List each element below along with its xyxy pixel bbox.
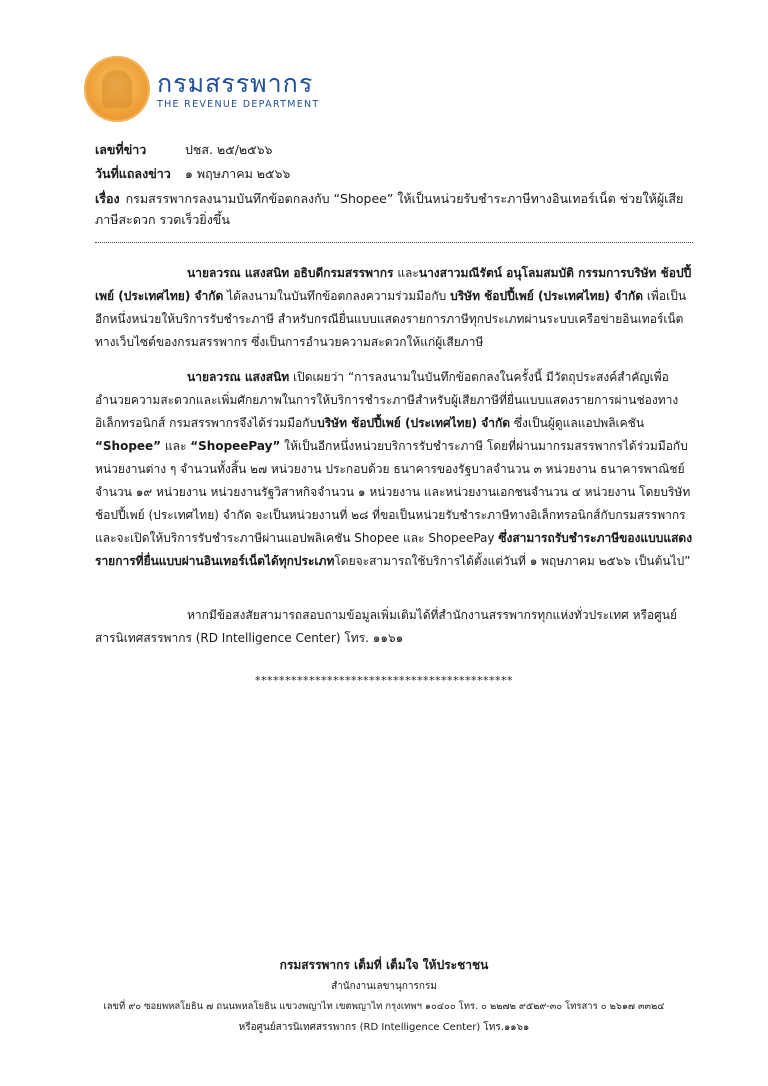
p1-bold-3: บริษัท ช้อปปี้เพย์ (ประเทศไทย) จำกัด	[450, 289, 644, 303]
news-number-value: ปชส. ๒๕/๒๕๖๖	[185, 142, 273, 157]
p2-text-1: เปิดเผยว่า “การลงนามในบันทึกข้อตกลงในครั้งนี้ มีวัตถุประสงค์สำคัญเพื่ออำนวยความสะดวกและเพิ่มศักยภาพในการให้บริการชำระภาษีสำหรับผู้เสียภาษีที่ยื่นแบบแสดงรายการผ่านช่องทางอิเล็กทรอนิกส์ กรมสรรพากรจึงได้ร่วมมือกับ	[95, 370, 679, 430]
revenue-department-seal-icon	[84, 56, 150, 122]
p1-bold-2: นางสาวมณีรัตน์ อนุโลมสมบัติ กรรมการบริษัท ช้อปปี้เพย์ (ประเทศไทย) จำกัด	[95, 266, 692, 303]
subject	[95, 188, 700, 230]
paragraph-1	[95, 262, 700, 354]
subject-text: กรมสรรพากรลงนามบันทึกข้อตกลงกับ “Shopee” ให้เป็นหน่วยรับชำระภาษีทางอินเทอร์เน็ต ช่วยให้ผู้เสียภาษีสะดวก รวดเร็วยิ่งขึ้น	[95, 191, 684, 227]
p1-text-1: และ	[393, 266, 419, 280]
p2-bold-3: “Shopee”	[95, 439, 162, 453]
news-number-row	[95, 140, 273, 160]
p1-text-3: เพื่อเป็นอีกหนึ่งหน่วยให้บริการรับชำระภาษี สำหรับกรณียื่นแบบแสดงรายการภาษีทุกประเภทผ่านระบบเครือข่ายอินเทอร์เน็ตทางเว็บไซต์ของกรมสรรพากร ซึ่งเป็นการอำนวยความสะดวกให้แก่ผู้เสียภาษี	[95, 289, 687, 349]
p2-bold-5: ซึ่งสามารถรับชำระภาษีของแบบแสดงรายการที่ยื่นแบบผ่านอินเทอร์เน็ตได้ทุกประเภท	[95, 531, 693, 568]
brand-name-th: กรมสรรพากร	[157, 69, 314, 98]
p1-text-2: ได้ลงนามในบันทึกข้อตกลงความร่วมมือกับ	[223, 289, 451, 303]
press-date-value: ๑ พฤษภาคม ๒๕๖๖	[185, 166, 291, 181]
press-date-label: วันที่แถลงข่าว	[95, 166, 171, 181]
star-separator: *******************************************	[255, 674, 513, 687]
p2-text-2: ซึ่งเป็นผู้ดูแลแอปพลิเคชัน	[510, 416, 645, 430]
p2-text-3: และ	[161, 439, 191, 453]
news-number-label: เลขที่ข่าว	[95, 142, 147, 157]
brand-name-en: THE REVENUE DEPARTMENT	[157, 99, 320, 110]
press-date-row	[95, 164, 291, 184]
dotted-divider	[95, 242, 693, 243]
paragraph-3	[95, 604, 700, 650]
subject-label: เรื่อง	[95, 191, 120, 206]
footer-slogan: กรมสรรพากร เต็มที่ เต็มใจ ให้ประชาชน	[279, 958, 489, 972]
p2-bold-4: “ShopeePay”	[190, 439, 281, 453]
p2-text-5: โดยจะสามารถใช้บริการได้ตั้งแต่วันที่ ๑ พฤษภาคม ๒๕๖๖ เป็นต้นไป”	[334, 554, 691, 568]
footer-office: สำนักงานเลขานุการกรม	[331, 981, 437, 992]
p2-text-4: ให้เป็นอีกหนึ่งหน่วยบริการรับชำระภาษี โดยที่ผ่านมากรมสรรพากรได้ร่วมมือกับหน่วยงานต่าง ๆ จำนวนทั้งสิ้น ๒๗ หน่วยงาน ประกอบด้วย ธนาคารของรัฐบาลจำนวน ๓ หน่วยงาน ธนาคารพาณิชย์จำนวน ๑๙ หน่วยงาน หน่วยงานรัฐวิสาหกิจจำนวน ๑ หน่วยงาน และหน่วยงานเอกชนจำนวน ๔ หน่วยงาน โดยบริษัท ช้อปปี้เพย์ (ประเทศไทย) จำกัด จะเป็นหน่วยงานที่ ๒๘ ที่ขอเป็นหน่วยรับชำระภาษีทางอิเล็กทรอนิกส์กับกรมสรรพากร และจะเปิดให้บริการรับชำระภาษีผ่านแอปพลิเคชัน Shopee และ ShopeePay	[95, 439, 691, 545]
p2-bold-1: นายลวรณ แสงสนิท	[187, 370, 290, 384]
p3-text: หากมีข้อสงสัยสามารถสอบถามข้อมูลเพิ่มเติมได้ที่สำนักงานสรรพากรทุกแห่งทั่วประเทศ หรือศูนย์สารนิเทศสรรพากร (RD Intelligence Center) โทร. ๑๑๖๑	[95, 608, 677, 645]
footer-address: เลขที่ ๙๐ ซอยพหลโยธิน ๗ ถนนพหลโยธิน แขวงพญาไท เขตพญาไท กรุงเทพฯ ๑๐๔๐๐ โทร. ๐ ๒๒๗๒ ๙๕๒๙-๓๐ โทรสาร ๐ ๒๖๑๗ ๓๓๒๔	[103, 1001, 665, 1012]
paragraph-2	[95, 366, 700, 573]
p2-bold-2: บริษัท ช้อปปี้เพย์ (ประเทศไทย) จำกัด	[317, 416, 511, 430]
footer-contact: หรือศูนย์สารนิเทศสรรพากร (RD Intelligence Center) โทร.๑๑๖๑	[238, 1022, 530, 1033]
p1-bold-1: นายลวรณ แสงสนิท อธิบดีกรมสรรพากร	[187, 266, 394, 280]
